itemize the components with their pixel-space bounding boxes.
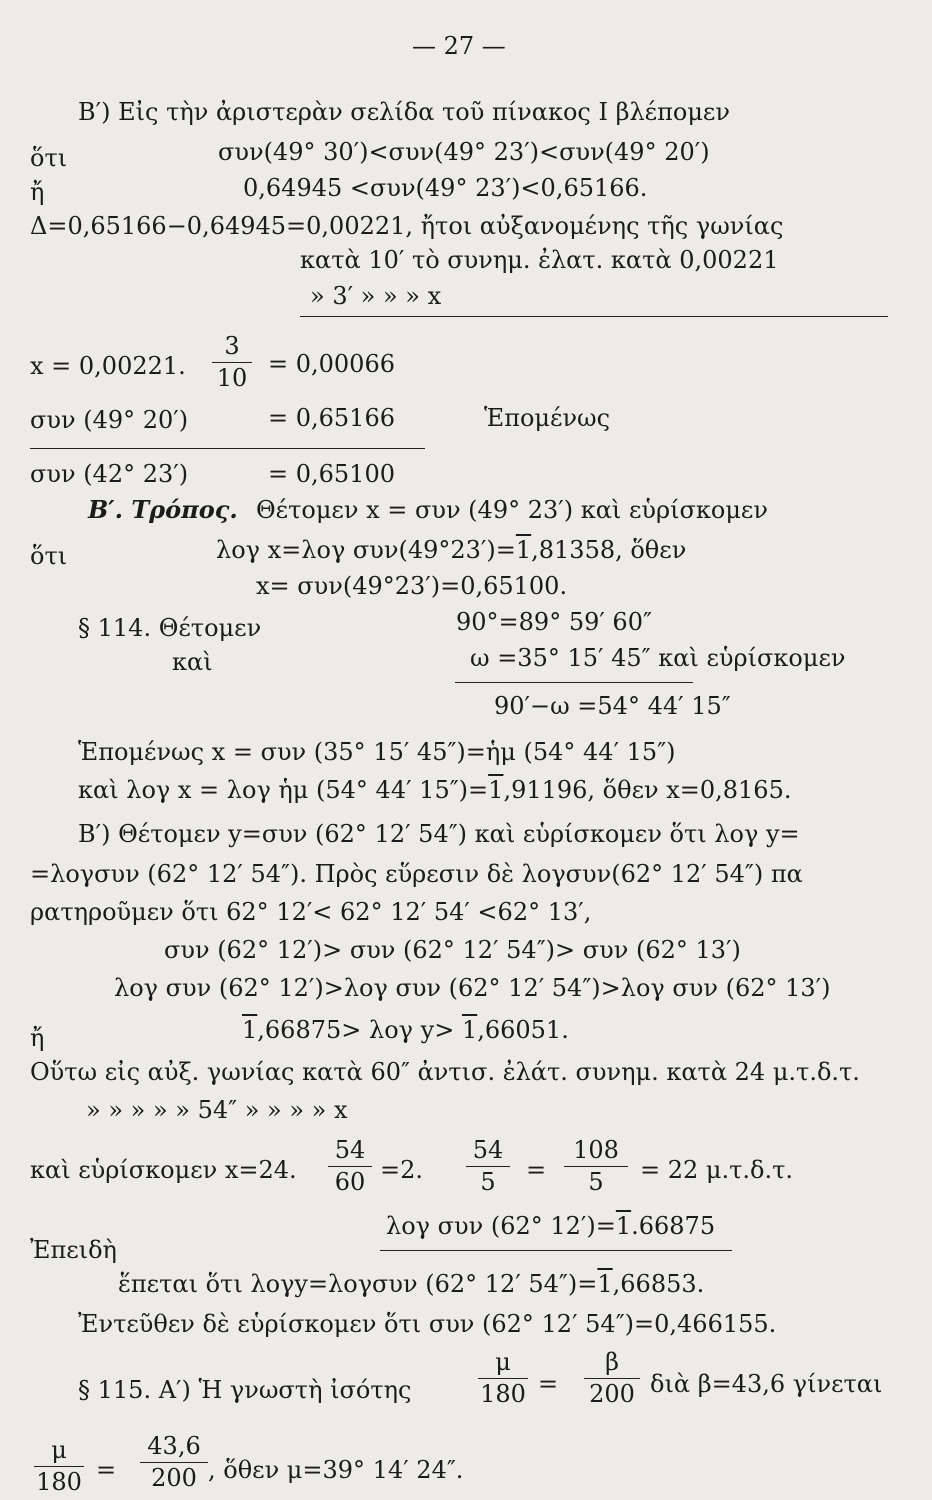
fraction-denominator: 180 (36, 1468, 82, 1496)
text-line: κατὰ 10′ τὸ συνημ. ἐλατ. κατὰ 0,00221 (300, 246, 779, 274)
equation-text: Ἑπομένως x = συν (35° 15′ 45″)=ἡμ (54° 44′ 15″) (78, 738, 676, 766)
separator-rule (30, 448, 425, 449)
inequality-line: 0,64945 <συν(49° 23′)<0,65166. (243, 174, 648, 202)
separator-rule (380, 1250, 732, 1251)
equation-part: ἕπεται ὅτι λογy=λογσυν (62° 12′ 54″)= (118, 1270, 598, 1298)
text-line: ρατηροῦμεν ὅτι 62° 12′< 62° 12′ 54′ <62° 13′, (30, 898, 592, 926)
bar-characteristic: 1 (615, 1212, 632, 1240)
text-line: » 3′ » » » x (310, 282, 442, 310)
fraction (34, 1436, 84, 1496)
bar-characteristic: 1 (242, 1016, 258, 1044)
equation-text: = 22 μ.τ.δ.τ. (640, 1156, 794, 1184)
equation-text: = (96, 1456, 117, 1484)
equation-text: = 0,00066 (268, 350, 395, 378)
text-line: ὅτι (30, 542, 68, 570)
separator-rule (455, 682, 693, 683)
equation-part: .66875 (631, 1212, 716, 1240)
text-line: » » » » » 54″ » » » » x (86, 1096, 348, 1124)
fraction-bar (328, 1166, 372, 1167)
inequality-line: συν (62° 12′)> συν (62° 12′ 54″)> συν (62° 13′) (164, 936, 741, 964)
equation-text (386, 1212, 715, 1240)
equation-text: = 0,65100 (268, 460, 395, 488)
equation-text (78, 776, 791, 804)
equation-part: λογ συν (62° 12′)= (386, 1212, 616, 1240)
inequality-line: λογ συν (62° 12′)>λογ συν (62° 12′ 54″)>λογ συν (62° 13′) (114, 974, 831, 1002)
fraction-bar (466, 1166, 510, 1167)
equation-text: x = 0,00221. (30, 352, 186, 380)
fraction-bar (478, 1378, 528, 1379)
text-line: διὰ β=43,6 γίνεται (650, 1370, 883, 1398)
fraction-denominator: 10 (216, 364, 248, 392)
text-line: Ἑπομένως (484, 404, 611, 432)
fraction (328, 1136, 372, 1196)
text-line: Θέτομεν x = συν (49° 23′) καὶ εὑρίσκομεν (256, 496, 768, 524)
fraction-denominator: 5 (480, 1168, 496, 1196)
equation-text: 90′−ω =54° 44′ 15″ (494, 692, 731, 720)
text-line: Β′) Εἰς τὴν ἀριστερὰν σελίδα τοῦ πίνακος Ι βλέπομεν (78, 98, 730, 126)
text-line: καὶ (172, 648, 213, 676)
fraction-bar (564, 1166, 628, 1167)
fraction-numerator: 54 (472, 1136, 504, 1164)
separator-rule (300, 316, 888, 317)
equation-part: ,66051. (477, 1016, 569, 1044)
equation-text: , ὅθεν μ=39° 14′ 24″. (208, 1456, 464, 1484)
text-line: Β′) Θέτομεν y=συν (62° 12′ 54″) καὶ εὑρίσκομεν ὅτι λογ y= (78, 820, 800, 848)
section-heading: § 115. Α′) Ἡ γνωστὴ ἰσότης (78, 1376, 412, 1404)
fraction (478, 1348, 528, 1408)
fraction (212, 332, 252, 392)
section-heading: Β′. Τρόπος. (88, 495, 238, 524)
fraction-numerator: 3 (224, 332, 240, 360)
text-line: =λογσυν (62° 12′ 54″). Πρὸς εὕρεσιν δὲ λογσυν(62° 12′ 54″) πα (30, 860, 803, 888)
fraction-bar (212, 362, 252, 363)
fraction (584, 1348, 640, 1408)
bar-characteristic: 1 (488, 776, 504, 804)
fraction-bar (584, 1378, 640, 1379)
fraction-denominator: 180 (480, 1380, 526, 1408)
fraction-bar (34, 1466, 84, 1467)
equation-part: καὶ λογ x = λογ ἡμ (54° 44′ 15″)= (78, 776, 489, 804)
text-line: Οὕτω εἰς αὐξ. γωνίας κατὰ 60″ ἀντισ. ἐλάτ. συνημ. κατὰ 24 μ.τ.δ.τ. (30, 1058, 860, 1086)
bar-characteristic: 1 (461, 1016, 478, 1044)
equation-text: = (538, 1370, 559, 1398)
bar-characteristic: 1 (597, 1270, 613, 1298)
bar-characteristic: 1 (515, 536, 532, 564)
equation-part: ,91196, ὅθεν x=0,8165. (503, 776, 792, 804)
equation-text: x= συν(49°23′)=0,65100. (256, 572, 568, 600)
text-line: Ἐπειδὴ (30, 1236, 117, 1264)
equation-text: συν (42° 23′) (30, 460, 189, 488)
fraction-numerator: 43,6 (147, 1432, 201, 1460)
equation-text: =2. (380, 1156, 424, 1184)
equation-text: = 0,65166 (268, 404, 395, 432)
equation-text: συν (49° 20′) (30, 406, 189, 434)
equation-text (216, 536, 686, 564)
fraction-numerator: 108 (573, 1136, 619, 1164)
fraction (140, 1432, 208, 1492)
fraction-numerator: μ (51, 1436, 67, 1464)
fraction-denominator: 200 (151, 1464, 197, 1492)
fraction-denominator: 200 (589, 1380, 635, 1408)
equation-part: ,66853. (612, 1270, 705, 1298)
equation-text (118, 1270, 704, 1298)
equation-part: ,81358, ὅθεν (531, 536, 687, 564)
inequality-line (242, 1016, 569, 1044)
fraction-denominator: 60 (334, 1168, 366, 1196)
fraction-numerator: β (605, 1348, 619, 1376)
fraction (466, 1136, 510, 1196)
equation-text: 90°=89° 59′ 60″ (456, 608, 652, 636)
fraction-denominator: 5 (588, 1168, 604, 1196)
equation-text: καὶ εὑρίσκομεν x=24. (30, 1156, 297, 1184)
equation-part: ,66875> λογ y> (257, 1016, 462, 1044)
inequality-line: συν(49° 30′)<συν(49° 23′)<συν(49° 20′) (218, 138, 710, 166)
fraction-numerator: μ (495, 1348, 511, 1376)
equation-text: ω =35° 15′ 45″ καὶ εὑρίσκομεν (470, 644, 846, 672)
fraction (564, 1136, 628, 1196)
text-line: ἤ (30, 178, 45, 206)
section-heading: § 114. Θέτομεν (78, 614, 262, 642)
fraction-bar (140, 1462, 208, 1463)
fraction-numerator: 54 (334, 1136, 366, 1164)
text-line: Ἐντεῦθεν δὲ εὑρίσκομεν ὅτι συν (62° 12′ 54″)=0,466155. (78, 1310, 777, 1338)
text-line: ὅτι (30, 144, 68, 172)
equation-text: = (526, 1156, 547, 1184)
text-line: ἤ (30, 1024, 45, 1052)
equation-part: λογ x=λογ συν(49°23′)= (216, 536, 516, 564)
text-line: Δ=0,65166−0,64945=0,00221, ἤτοι αὐξανομένης τῆς γωνίας (30, 212, 784, 240)
page-number: — 27 — (412, 32, 506, 60)
